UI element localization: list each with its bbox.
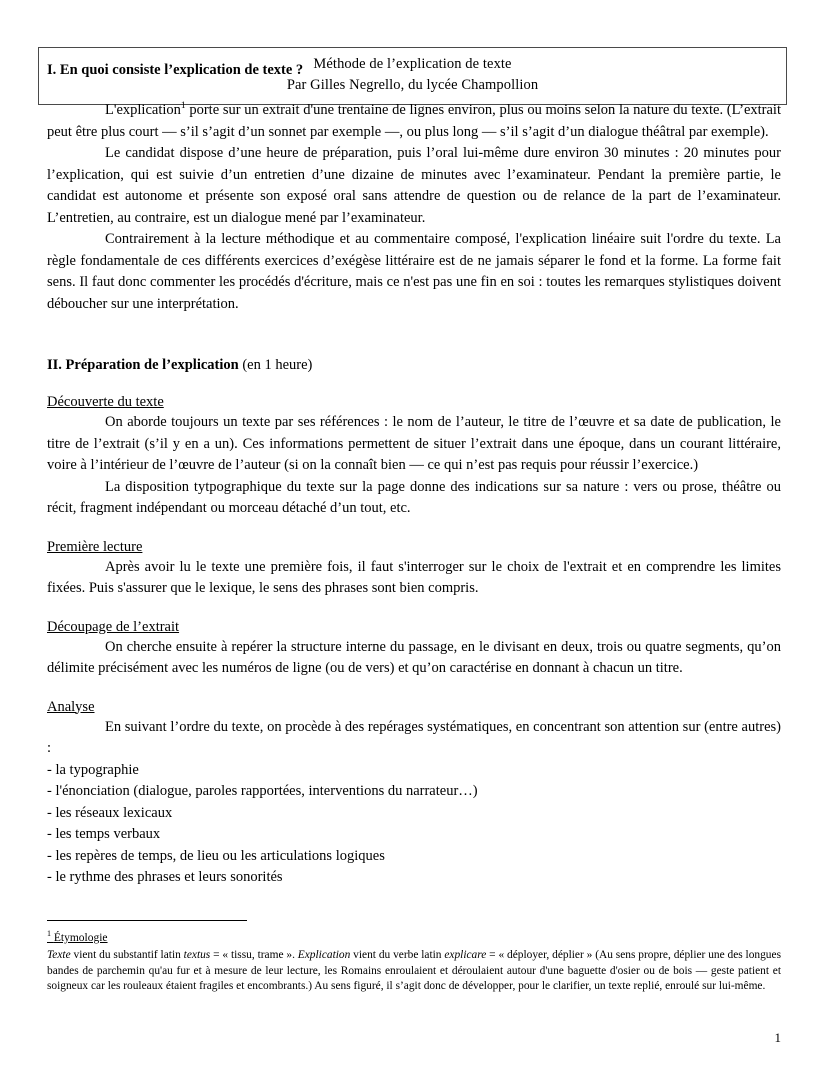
- section-1-paragraph-2: Le candidat dispose d’une heure de préparation, puis l’oral lui-même dure environ 30 minutes : 20 minutes pour l’explication, qui est suivie d’un entretien d’une dizaine de minutes avec l’examinateur. Pendant la première partie, le candidat est autonome et présente son exposé oral sans attendre de question ou de relance de la part de l’examinateur. L’entretien, au contraire, est un dialogue mené par l’examinateur.: [47, 145, 781, 226]
- subheading-premiere-lecture: Première lecture: [47, 538, 143, 555]
- list-item: - les repères de temps, de lieu ou les articulations logiques: [47, 847, 385, 864]
- document-title-line-2: Par Gilles Negrello, du lycée Champollion: [286, 77, 539, 93]
- spacer-after-subsection-2: [47, 600, 781, 617]
- footnote-seg-4: = « tissu, trame ».: [210, 949, 298, 961]
- footnote-separator-rule: [47, 920, 247, 921]
- footnote-seg-2: vient du substantif latin: [70, 949, 184, 961]
- analyse-item-list: [47, 760, 781, 889]
- list-item: - les réseaux lexicaux: [47, 804, 173, 821]
- subsection-1-paragraph-2: La disposition tytpographique du texte sur la page donne des indications sur sa nature : vers ou prose, théâtre ou récit, fragment indépendant ou morceau détaché d’un tout, etc.: [47, 478, 781, 516]
- footnote-title-text: Étymologie: [53, 932, 108, 944]
- footnote-marker: 1: [47, 929, 51, 939]
- document-title-line-1: Méthode de l’explication de texte: [313, 56, 512, 72]
- page-number: 1: [774, 1030, 781, 1045]
- subsection-analyse: [47, 697, 781, 717]
- list-item: - l'énonciation (dialogue, paroles rapportées, interventions du narrateur…): [47, 783, 478, 799]
- subheading-analyse: Analyse: [47, 698, 95, 715]
- list-item: - les temps verbaux: [47, 826, 161, 842]
- spacer-after-heading-1: [47, 80, 781, 100]
- spacer-before-section-2-b: [47, 345, 781, 355]
- footnote-italic-explication: Explication: [297, 949, 351, 961]
- footnote-title: [47, 931, 108, 946]
- footnote-reference-marker[interactable]: 1: [180, 101, 186, 112]
- paragraph-1-text-a: L'explication: [105, 102, 181, 118]
- section-1-paragraph-1: [47, 100, 781, 143]
- subsection-3-paragraph-1: On cherche ensuite à repérer la structure interne du passage, en le divisant en deux, trois ou quatre segments, qu’on délimite précisément avec les numéros de ligne (ou de vers) et qu’on caractérise en donnant à chacun un titre.: [47, 638, 781, 676]
- footnote-seg-6: vient du verbe latin: [350, 949, 445, 961]
- footnote-italic-explicare: explicare: [444, 949, 487, 961]
- list-item: - le rythme des phrases et leurs sonorités: [47, 869, 283, 885]
- subsection-4-paragraph-1: En suivant l’ordre du texte, on procède à des repérages systématiques, en concentrant son attention sur (entre autres) :: [47, 718, 781, 756]
- subsection-decouverte-du-texte: [47, 392, 781, 412]
- footnote-seg-8: = « déployer, déplier » (Au sens propre, déplier une des longues bandes de parchemin qu'au fur et à mesure de leur lecture, les Romains enroulaient et déroulaient autour d'une baguette d'osier ou de bois — geste patient et soigneux car les rouleaux étaient fragiles et encombrants.) Au sens figuré, il s’agit donc de développer, pour le clarifier, un texte replié, enroulé sur lui-même.: [47, 949, 781, 993]
- subsection-premiere-lecture: [47, 537, 781, 557]
- list-item: - la typographie: [47, 761, 139, 778]
- section-heading-2-bold: II. Préparation de l’explication: [47, 357, 239, 373]
- footnote-text: [47, 948, 781, 995]
- spacer-after-subsection-3: [47, 680, 781, 697]
- subsection-decoupage-de-l-extrait: [47, 617, 781, 637]
- spacer-before-section-2: [47, 315, 781, 345]
- footnote-title-row: [47, 928, 781, 948]
- footnote-area: [47, 920, 781, 995]
- subsection-1-paragraph-1: On aborde toujours un texte par ses références : le nom de l’auteur, le titre de l’œuvre et sa date de publication, le titre de l’extrait (s’il y en a un). Ces informations permettent de situer l’extrait dans une époque, dans un courant littéraire, voire à l’intérieur de l’œuvre de l’auteur (si on la connaît bien — ce qui n’est pas requis pour réussir l’exercice.): [47, 414, 781, 473]
- spacer-top: [47, 0, 781, 60]
- footnote-italic-texte: Texte: [47, 949, 71, 961]
- paragraph-1-text-b: porte sur un extrait d'une trentaine de lignes environ, plus ou moins selon la nature du texte. (L’extrait peut être plus court — s’il s’agit d’un sonnet par exemple —, ou plus long — s’il s’agit d’un dialogue théâtral par exemple).: [47, 102, 781, 140]
- subsection-2-paragraph-1: Après avoir lu le texte une première fois, il faut s'interroger sur le choix de l'extrait et en comprendre les limites fixées. Puis s'assurer que le lexique, le sens des phrases sont bien compris.: [47, 558, 781, 596]
- section-heading-1: I. En quoi consiste l’explication de texte ?: [47, 62, 304, 78]
- subheading-decoupage-de-l-extrait: Découpage de l’extrait: [47, 618, 180, 635]
- footnote-italic-textus: textus: [183, 949, 211, 961]
- spacer-after-subsection-1: [47, 520, 781, 537]
- document-body: [47, 0, 781, 889]
- section-heading-2: [47, 355, 781, 375]
- spacer-after-heading-2: [47, 375, 781, 392]
- section-heading-2-normal: (en 1 heure): [238, 357, 313, 373]
- subheading-decouverte-du-texte: Découverte du texte: [47, 394, 164, 410]
- section-1-paragraph-3: Contrairement à la lecture méthodique et au commentaire composé, l'explication linéaire suit l'ordre du texte. La règle fondamentale de ces différents exercices d’exégèse littéraire est de ne jamais séparer le fond et la forme. La forme fait sens. Il faut donc commenter les procédés d'écriture, mais ce n'est pas une fin en soi : toutes les remarques stylistiques doivent déboucher sur une interprétation.: [47, 231, 781, 312]
